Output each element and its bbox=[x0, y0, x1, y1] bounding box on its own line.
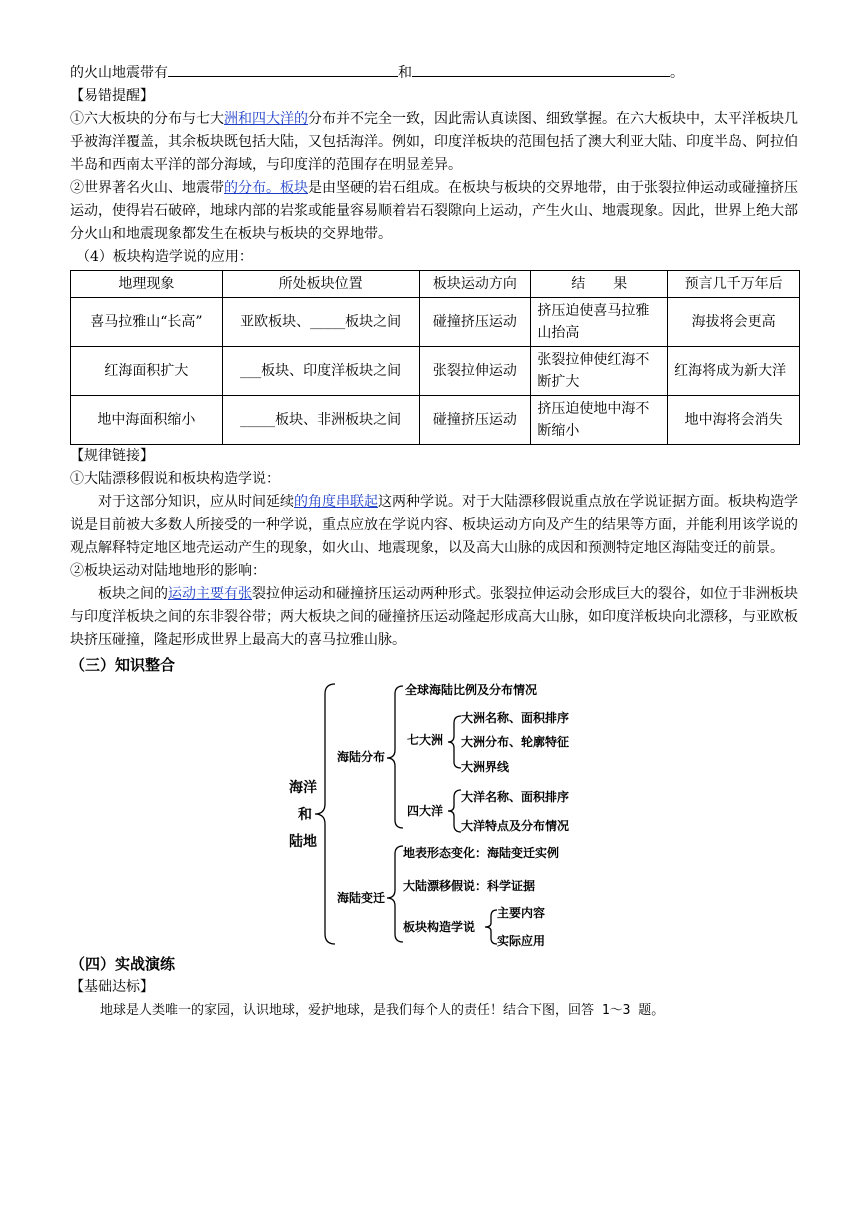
rule-2-paragraph bbox=[70, 583, 800, 652]
cell-result: 张裂拉伸使红海不断扩大 bbox=[531, 347, 668, 396]
mistake-1-pre: ①六大板块的分布与七大 bbox=[70, 111, 224, 127]
pos-post: 板块、非洲板块之间 bbox=[275, 412, 402, 428]
oceans-brace bbox=[448, 790, 461, 832]
volcano-belt-line bbox=[70, 62, 800, 85]
mistake-paragraph-1 bbox=[70, 108, 800, 177]
table-header-row bbox=[71, 271, 800, 298]
intro-and: 和 bbox=[398, 65, 412, 81]
branch-2-brace bbox=[387, 846, 403, 942]
branch-label-distribution: 海陆分布 bbox=[337, 750, 386, 764]
practice-section bbox=[70, 952, 800, 1022]
plate-application-table bbox=[70, 270, 800, 445]
cell-phenomenon: 地中海面积缩小 bbox=[71, 396, 223, 445]
cell-position bbox=[222, 396, 419, 445]
b2-item: 大陆漂移假说：科学证据 bbox=[403, 879, 536, 893]
plate-item: 实际应用 bbox=[497, 934, 546, 948]
pos-pre: 亚欧板块、 bbox=[240, 314, 311, 330]
cell-phenomenon: 喜马拉雅山“长高” bbox=[71, 298, 223, 347]
oceans-item: 大洋名称、面积排序 bbox=[461, 790, 570, 804]
root-label-1: 海洋 bbox=[289, 780, 317, 796]
rule-2-link[interactable]: 运动主要有张 bbox=[168, 586, 252, 602]
pos-blank[interactable]: ___ bbox=[240, 363, 262, 379]
mistake-2-pre: ②世界著名火山、地震带 bbox=[70, 180, 224, 196]
rule-2-title: ②板块运动对陆地地形的影响： bbox=[70, 563, 266, 579]
table-caption: （4）板块构造学说的应用： bbox=[76, 249, 253, 265]
cell-forecast: 海拔将会更高 bbox=[668, 298, 800, 347]
b1-item-ratio: 全球海陆比例及分布情况 bbox=[405, 683, 538, 697]
task-intro: 地球是人类唯一的家园，认识地球，爱护地球，是我们每个人的责任！结合下图，回答 1～3 题。 bbox=[100, 1003, 665, 1018]
cell-position bbox=[222, 298, 419, 347]
cell-phenomenon: 红海面积扩大 bbox=[71, 347, 223, 396]
mistake-title: 【易错提醒】 bbox=[70, 88, 154, 104]
mistake-paragraph-2 bbox=[70, 177, 800, 246]
root-brace bbox=[315, 684, 335, 944]
rule-2-pre: 板块之间的 bbox=[98, 586, 168, 602]
pos-post: 板块、印度洋板块之间 bbox=[261, 363, 402, 379]
answer-blank-2[interactable] bbox=[412, 63, 670, 77]
rule-1-title: ①大陆漂移假说和板块构造学说： bbox=[70, 471, 280, 487]
pos-blank[interactable]: _____ bbox=[310, 314, 346, 330]
intro-end: 。 bbox=[670, 65, 684, 81]
th-result: 结 果 bbox=[531, 271, 668, 298]
cell-direction: 碰撞挤压运动 bbox=[419, 298, 531, 347]
continents-brace bbox=[448, 716, 461, 768]
rule-2-post: 裂拉伸运动和碰撞挤压运动两种形式。张裂拉伸运动会形成巨大的裂谷，如位于非洲板块与印度洋板块之间的东非裂谷带；两大板块之间的碰撞挤压运动隆起形成高大山脉，如印度洋板块向北漂移，与亚欧板块挤压碰撞，隆起形成世界上最高大的喜马拉雅山脉。 bbox=[70, 586, 798, 648]
branch-1-brace bbox=[387, 686, 403, 828]
mistake-1-post: 分布并不完全一致，因此需认真读图、细致掌握。在六大板块中，太平洋板块几乎被海洋覆盖，其余板块既包括大陆，又包括海洋。例如，印度洋板块的范围包括了澳大利亚大陆、印度半岛、阿拉伯半岛和西南太平洋的部分海域，与印度洋的范围存在明显差异。 bbox=[70, 111, 798, 173]
th-forecast: 预言几千万年后 bbox=[668, 271, 800, 298]
basic-title: 【基础达标】 bbox=[70, 979, 154, 995]
cell-direction: 碰撞挤压运动 bbox=[419, 396, 531, 445]
knowledge-mindmap bbox=[285, 680, 605, 952]
oceans-item: 大洋特点及分布情况 bbox=[461, 819, 570, 833]
continents-item: 大洲分布、轮廓特征 bbox=[461, 735, 570, 749]
root-label-3: 陆地 bbox=[289, 834, 317, 850]
rule-1-pre: 对于这部分知识，应从时间延续 bbox=[98, 494, 294, 510]
cell-forecast: 地中海将会消失 bbox=[668, 396, 800, 445]
plate-brace bbox=[485, 910, 497, 944]
answer-blank-1[interactable] bbox=[168, 63, 398, 77]
continents-item: 大洲名称、面积排序 bbox=[461, 711, 570, 725]
th-direction: 板块运动方向 bbox=[419, 271, 531, 298]
b2-sub-plate: 板块构造学说 bbox=[403, 920, 476, 934]
cell-result: 挤压迫使地中海不断缩小 bbox=[531, 396, 668, 445]
table-row bbox=[71, 347, 800, 396]
table-row bbox=[71, 298, 800, 347]
b1-sub-continents: 七大洲 bbox=[407, 733, 444, 747]
branch-label-change: 海陆变迁 bbox=[337, 891, 386, 905]
mistake-1-link[interactable]: 洲和四大洋的 bbox=[224, 111, 308, 127]
cell-result: 挤压迫使喜马拉雅山抬高 bbox=[531, 298, 668, 347]
table-row bbox=[71, 396, 800, 445]
section-3-title: （三）知识整合 bbox=[70, 656, 176, 674]
rule-title: 【规律链接】 bbox=[70, 448, 154, 464]
mistake-2-post: 是由坚硬的岩石组成。在板块与板块的交界地带，由于张裂拉伸运动或碰撞挤压运动，使得岩石破碎，地球内部的岩浆或能量容易顺着岩石裂隙向上运动，产生火山、地震现象。因此，世界上绝大部分火山和地震现象都发生在板块与板块的交界地带。 bbox=[70, 180, 798, 242]
cell-forecast: 红海将成为新大洋 bbox=[668, 347, 800, 396]
pos-post: 板块之间 bbox=[345, 314, 402, 330]
th-position: 所处板块位置 bbox=[222, 271, 419, 298]
mistake-2-link[interactable]: 的分布。板块 bbox=[224, 180, 308, 196]
cell-direction: 张裂拉伸运动 bbox=[419, 347, 531, 396]
b2-item: 地表形态变化：海陆变迁实例 bbox=[403, 846, 560, 860]
rule-1-post: 这两种学说。对于大陆漂移假说重点放在学说证据方面。板块构造学说是目前被大多数人所接受的一种学说，重点应放在学说内容、板块运动方向及产生的结果等方面，并能利用该学说的观点解释特定地区地壳运动产生的现象，如火山、地震现象，以及高大山脉的成因和预测特定地区海陆变迁的前景。 bbox=[70, 494, 798, 556]
document-page bbox=[70, 62, 800, 677]
continents-item: 大洲界线 bbox=[461, 760, 510, 774]
b1-sub-oceans: 四大洋 bbox=[407, 804, 444, 818]
rule-1-paragraph bbox=[70, 491, 800, 560]
plate-item: 主要内容 bbox=[497, 906, 546, 920]
pos-blank[interactable]: _____ bbox=[240, 412, 276, 428]
intro-text: 的火山地震带有 bbox=[70, 65, 168, 81]
cell-position bbox=[222, 347, 419, 396]
section-4-title: （四）实战演练 bbox=[70, 955, 176, 973]
th-phenomenon: 地理现象 bbox=[71, 271, 223, 298]
rule-1-link[interactable]: 的角度串联起 bbox=[294, 494, 378, 510]
root-label-2: 和 bbox=[298, 807, 312, 823]
